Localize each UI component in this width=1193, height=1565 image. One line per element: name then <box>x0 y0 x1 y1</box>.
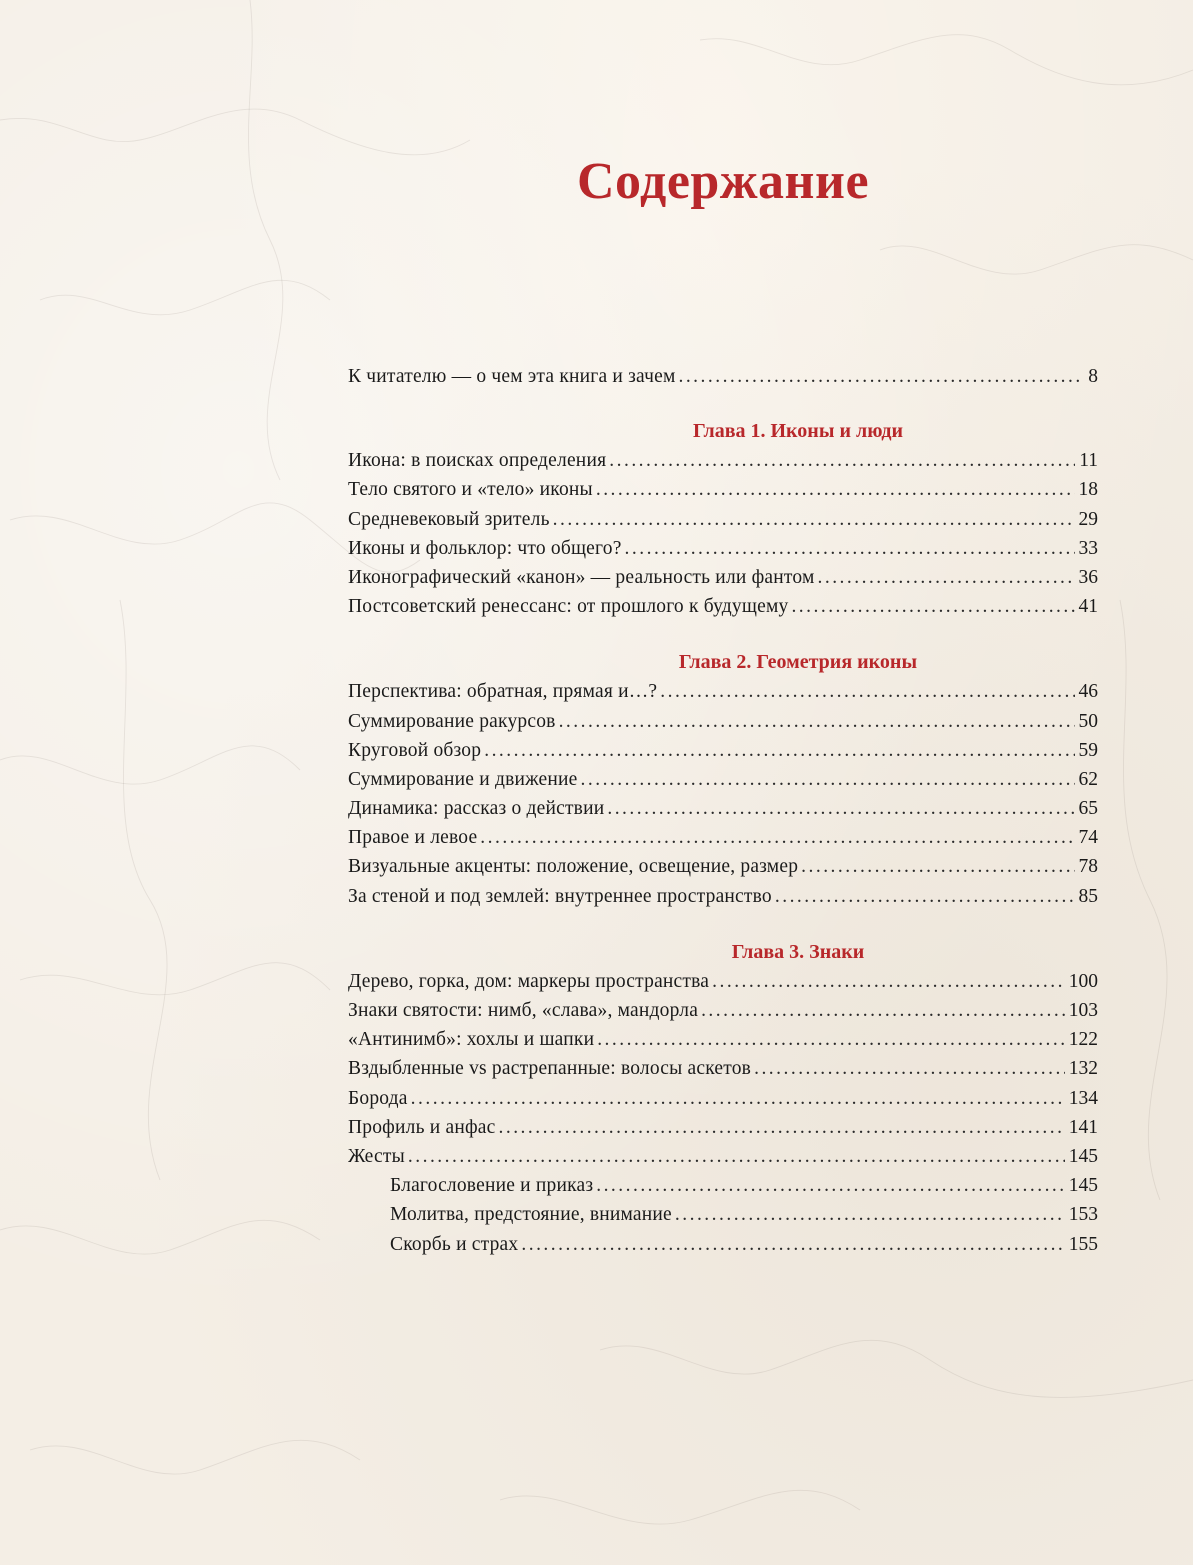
toc-entry-title: Икона: в поисках определения <box>348 450 607 472</box>
leader-dots <box>818 563 1075 592</box>
toc-entry-title: Знаки святости: нимб, «слава», мандорла <box>348 1000 699 1021</box>
toc-entry-title: Круговой обзор <box>348 739 482 761</box>
toc-entry[interactable] <box>348 996 1098 1025</box>
toc-entry[interactable] <box>348 1025 1098 1054</box>
toc-entry[interactable] <box>348 534 1098 563</box>
toc-entry-title: Иконографический «канон» — реальность или фантом <box>348 566 815 588</box>
toc-entry[interactable] <box>348 475 1098 504</box>
toc-entry[interactable] <box>348 563 1098 592</box>
leader-dots <box>701 996 1065 1025</box>
toc-entry-page: 50 <box>1078 710 1098 732</box>
leader-dots <box>678 362 1084 391</box>
toc-entry[interactable] <box>348 677 1098 706</box>
toc-subentry[interactable] <box>348 1200 1098 1229</box>
toc-entry-title: К читателю — о чем эта книга и зачем <box>348 366 676 387</box>
leader-dots <box>596 475 1075 504</box>
toc-entry[interactable] <box>348 446 1098 475</box>
toc-entry-page: 59 <box>1078 739 1098 761</box>
toc-entry-page: 8 <box>1088 366 1098 387</box>
toc-subentry[interactable] <box>348 1230 1098 1259</box>
toc-entry-page: 18 <box>1078 479 1098 501</box>
toc-entry[interactable] <box>348 707 1098 736</box>
toc-entry-page: 62 <box>1078 768 1098 790</box>
leader-dots <box>521 1230 1064 1259</box>
toc-entry-title: Скорбь и страх <box>390 1233 519 1255</box>
leader-dots <box>553 505 1075 534</box>
toc-entry-title: Постсоветский ренессанс: от прошлого к будущему <box>348 596 789 618</box>
toc-entry-page: 145 <box>1068 1175 1098 1197</box>
toc-entry-title: Средневековый зритель <box>348 508 550 530</box>
toc-entry-title: Профиль и анфас <box>348 1116 496 1138</box>
toc-entry-title: Иконы и фольклор: что общего? <box>348 537 622 559</box>
toc-entry-page: 141 <box>1068 1116 1098 1138</box>
toc-entry[interactable] <box>348 823 1098 852</box>
toc-entry-page: 74 <box>1078 827 1098 849</box>
toc-entry-page: 78 <box>1078 856 1098 878</box>
chapter-heading[interactable]: Глава 2. Геометрия иконы <box>678 651 918 674</box>
leader-dots <box>480 823 1074 852</box>
toc-entry-title: Суммирование ракурсов <box>348 710 556 732</box>
toc-entry-title: Жесты <box>348 1145 405 1167</box>
toc-entry-page: 29 <box>1078 508 1098 530</box>
toc-entry-page: 145 <box>1068 1145 1098 1167</box>
toc-entry[interactable] <box>348 592 1098 621</box>
leader-dots <box>625 534 1075 563</box>
toc-entry[interactable] <box>348 852 1098 881</box>
toc-entry[interactable] <box>348 1084 1098 1113</box>
chapter-heading[interactable]: Глава 3. Знаки <box>731 940 865 963</box>
toc-entry-title: Молитва, предстояние, внимание <box>390 1204 672 1226</box>
toc-entry-title: Борода <box>348 1087 408 1109</box>
toc-entry-page: 122 <box>1068 1029 1098 1051</box>
toc-entry-title: Визуальные акценты: положение, освещение, размер <box>348 856 799 878</box>
toc-entry[interactable] <box>348 882 1098 911</box>
toc-entry[interactable] <box>348 505 1098 534</box>
toc-entry-page: 33 <box>1078 537 1098 559</box>
toc-entry-title: Дерево, горка, дом: маркеры пространства <box>348 970 710 992</box>
leader-dots <box>754 1054 1065 1083</box>
toc-entry-title: Правое и левое <box>348 827 478 849</box>
leader-dots <box>581 765 1075 794</box>
leader-dots <box>499 1113 1065 1142</box>
toc-entry-title: За стеной и под землей: внутреннее пространство <box>348 885 772 907</box>
toc-entry-intro[interactable] <box>348 362 1098 391</box>
toc-entry-page: 46 <box>1078 681 1098 703</box>
leader-dots <box>408 1142 1065 1171</box>
leader-dots <box>775 882 1075 911</box>
toc-entry[interactable] <box>348 1054 1098 1083</box>
toc-entry[interactable] <box>348 794 1098 823</box>
toc-entry-page: 65 <box>1078 798 1098 820</box>
toc-entry-title: Благословение и приказ <box>390 1175 594 1197</box>
toc-entry-page: 132 <box>1068 1058 1098 1080</box>
table-of-contents <box>348 362 1098 1259</box>
toc-entry[interactable] <box>348 967 1098 996</box>
toc-entry[interactable] <box>348 1142 1098 1171</box>
toc-entry-title: Вздыбленные vs растрепанные: волосы аскетов <box>348 1058 752 1080</box>
leader-dots <box>559 707 1075 736</box>
leader-dots <box>660 677 1074 706</box>
leader-dots <box>484 736 1074 765</box>
toc-entry-title: Перспектива: обратная, прямая и…? <box>348 681 658 703</box>
leader-dots <box>609 446 1075 475</box>
toc-entry-page: 153 <box>1068 1204 1098 1226</box>
leader-dots <box>801 852 1074 881</box>
toc-entry-page: 36 <box>1078 566 1098 588</box>
toc-entry[interactable] <box>348 1113 1098 1142</box>
leader-dots <box>712 967 1065 996</box>
leader-dots <box>596 1171 1065 1200</box>
toc-entry-page: 100 <box>1068 970 1098 992</box>
toc-entry-title: Динамика: рассказ о действии <box>348 798 605 820</box>
toc-entry-page: 134 <box>1068 1087 1098 1109</box>
toc-entry[interactable] <box>348 736 1098 765</box>
leader-dots <box>607 794 1074 823</box>
leader-dots <box>791 592 1074 621</box>
leader-dots <box>675 1200 1065 1229</box>
toc-entry-page: 41 <box>1078 596 1098 618</box>
toc-entry-title: Тело святого и «тело» иконы <box>348 479 593 501</box>
page-title: Содержание <box>576 153 870 210</box>
chapter-heading[interactable]: Глава 1. Иконы и люди <box>693 420 903 443</box>
toc-entry-title: «Антинимб»: хохлы и шапки <box>348 1029 595 1051</box>
leader-dots <box>411 1084 1065 1113</box>
toc-entry-page: 155 <box>1068 1233 1098 1255</box>
toc-entry-page: 11 <box>1079 450 1098 472</box>
leader-dots <box>597 1025 1065 1054</box>
toc-subentry[interactable] <box>348 1171 1098 1200</box>
toc-entry-page: 103 <box>1068 1000 1098 1021</box>
toc-entry-title: Суммирование и движение <box>348 768 578 790</box>
toc-entry-page: 85 <box>1078 885 1098 907</box>
toc-entry[interactable] <box>348 765 1098 794</box>
